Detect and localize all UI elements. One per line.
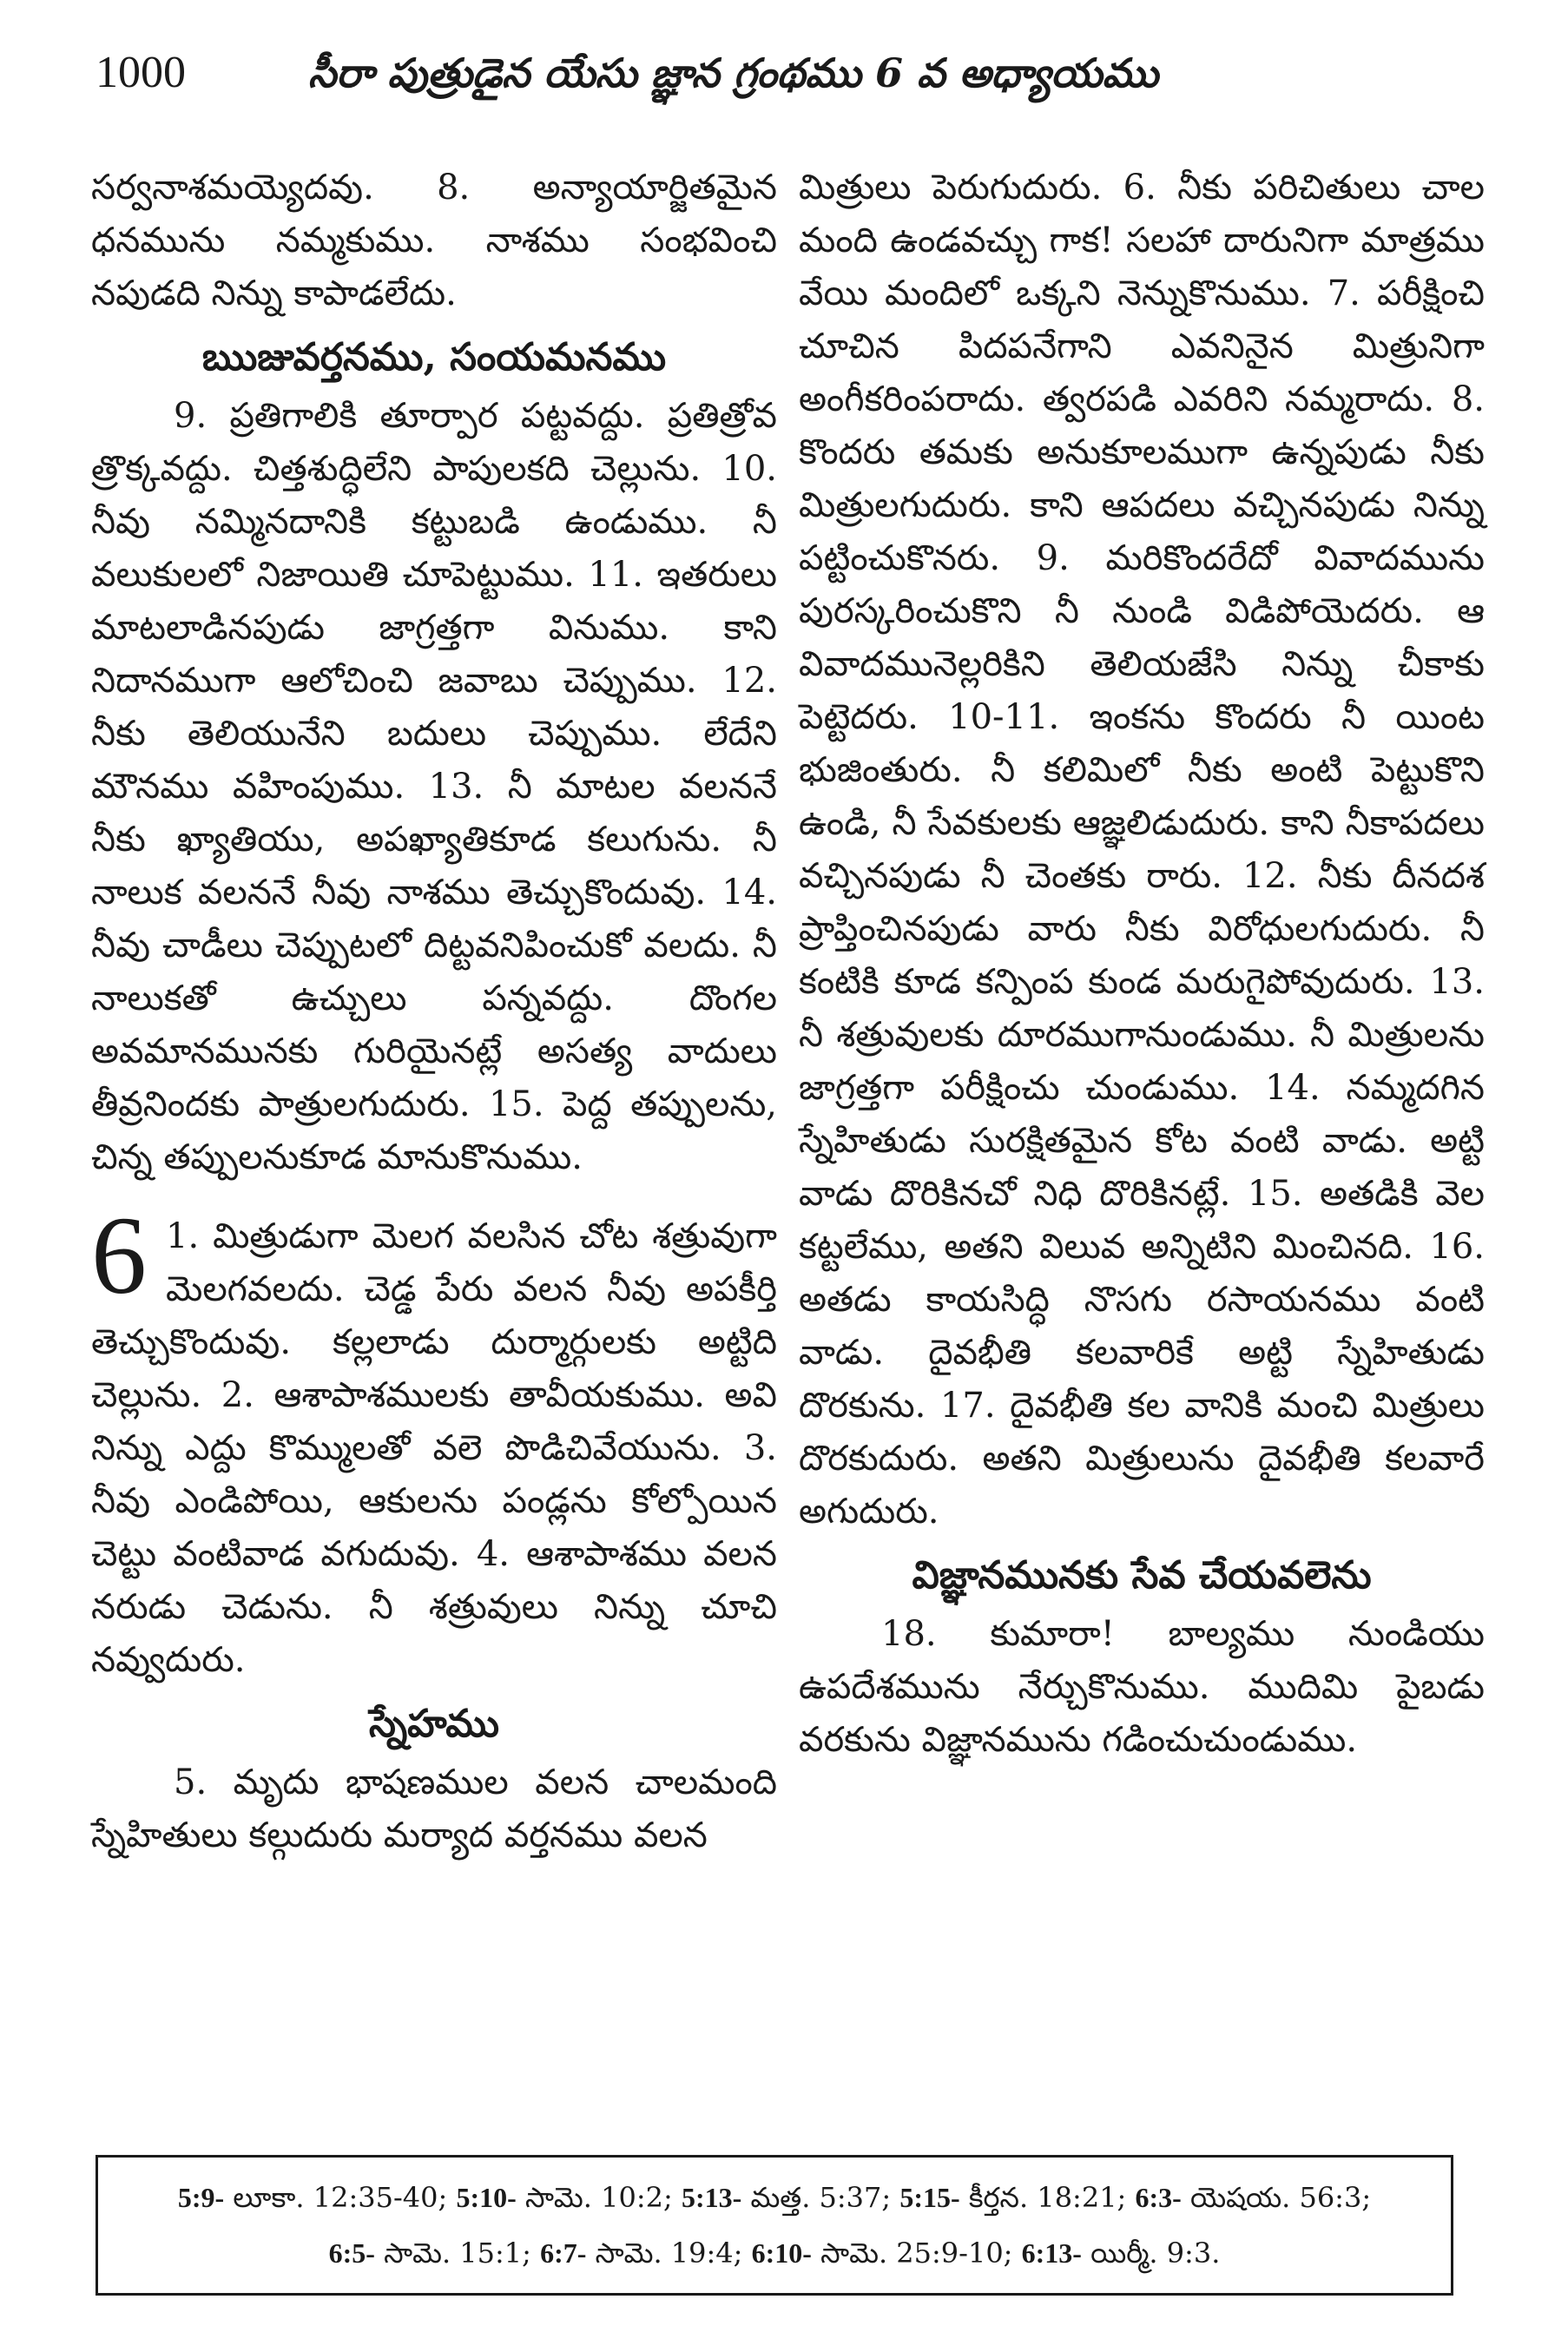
cross-reference-target: సామె. 19:4;: [595, 2237, 743, 2270]
page-number: 1000: [96, 48, 186, 97]
left-column: [91, 161, 777, 1862]
cross-reference: [456, 2181, 672, 2214]
right-column: [799, 161, 1485, 1767]
left-paragraph-3: 1. మిత్రుడుగా మెలగ వలసిన చోట శత్రువుగా మెలగవలదు. చెడ్డ పేరు వలన నీవు అపకీర్తి తెచ్చుకొందువు. కల్లలాడు దుర్మార్గులకు అట్టిది చెల్లును. 2. ఆశాపాశములకు తావీయకుము. అవి నిన్ను ఎద్దు కొమ్ములతో వలె పొడిచివేయును. 3. నీవు ఎండిపోయి, ఆకులను పండ్లను కోల్పోయిన చెట్టు వంటివాడ వగుదువు. 4. ఆశాపాశము వలన నరుడు చెడును. నీ శత్రువులు నిన్ను చూచి నవ్వుదురు.: [91, 1216, 777, 1680]
right-paragraph-1: మిత్రులు పెరుగుదురు. 6. నీకు పరిచితులు చాల మంది ఉండవచ్చు గాక! సలహా దారునిగా మాత్రము వేయి మందిలో ఒక్కని నెన్నుకొనుము. 7. పరీక్షించి చూచిన పిదపనేగాని ఎవనినైన మిత్రునిగా అంగీకరింపరాదు. త్వరపడి ఎవరిని నమ్మరాదు. 8. కొందరు తమకు అనుకూలముగా ఉన్నపుడు నీకు మిత్రులగుదురు. కాని ఆపదలు వచ్చినపుడు నిన్ను పట్టించుకొనరు. 9. మరికొందరేదో వివాదమును పురస్కరించుకొని నీ నుండి విడిపోయెదరు. ఆ వివాదమునెల్లరికిని తెలియజేసి నిన్ను చీకాకు పెట్టెదరు. 10-11. ఇంకను కొందరు నీ యింట భుజింతురు. నీ కలిమిలో నీకు అంటి పెట్టుకొని ఉండి, నీ సేవకులకు ఆజ్ఞలిడుదురు. కాని నీకాపదలు వచ్చినపుడు నీ చెంతకు రారు. 12. నీకు దీనదశ ప్రాప్తించినపుడు వారు నీకు విరోధులగుదురు. నీ కంటికి కూడ కన్పింప కుండ మరుగైపోవుదురు. 13. నీ శత్రువులకు దూరముగానుండుము. నీ మిత్రులను జాగ్రత్తగా పరీక్షించు చుండుము. 14. నమ్మదగిన స్నేహితుడు సురక్షితమైన కోట వంటి వాడు. అట్టి వాడు దొరికినచో నిధి దొరికినట్లే. 15. అతడికి వెల కట్టలేము, అతని విలువ అన్నిటిని మించినది. 16. అతడు కాయసిద్ధి నొసగు రసాయనము వంటి వాడు. దైవభీతి కలవారికే అట్టి స్నేహితుడు దొరకును. 17. దైవభీతి కల వానికి మంచి మిత్రులు దొరకుదురు. అతని మిత్రులును దైవభీతి కలవారే అగుదురు.: [799, 168, 1485, 1532]
cross-reference-box: [96, 2155, 1453, 2296]
cross-reference-target: సామె. 15:1;: [384, 2237, 531, 2270]
cross-reference-target: కీర్తన. 18:21;: [968, 2181, 1127, 2214]
cross-reference-verse: 6:7-: [540, 2237, 587, 2269]
cross-reference-verse: 6:13-: [1021, 2237, 1082, 2269]
section-heading-friendship: స్నేహము: [368, 1702, 500, 1746]
page-header: [96, 45, 1464, 115]
cross-reference-verse: 5:10-: [456, 2182, 517, 2213]
left-paragraph-2: 9. ప్రతిగాలికి తూర్పార పట్టవద్దు. ప్రతిత్రోవ త్రొక్కవద్దు. చిత్తశుద్ధిలేని పాపులకది చెల్లును. 10. నీవు నమ్మినదానికి కట్టుబడి ఉండుము. నీ వలుకులలో నిజాయితి చూపెట్టుము. 11. ఇతరులు మాటలాడినపుడు జాగ్రత్తగా వినుము. కాని నిదానముగా ఆలోచించి జవాబు చెప్పుము. 12. నీకు తెలియునేని బదులు చెప్పుము. లేదేని మౌనము వహింపుము. 13. నీ మాటల వలననే నీకు ఖ్యాతియు, అపఖ్యాతికూడ కలుగును. నీ నాలుక వలననే నీవు నాశము తెచ్చుకొందువు. 14. నీవు చాడీలు చెప్పుటలో దిట్టవనిపించుకో వలదు. నీ నాలుకతో ఉచ్చులు పన్నవద్దు. దొంగల అవమానమునకు గురియైనట్లే అసత్య వాదులు తీవ్రనిందకు పాత్రులగుదురు. 15. పెద్ద తప్పులను, చిన్న తప్పులనుకూడ మానుకొనుము.: [91, 396, 777, 1177]
cross-reference-target: సామె. 10:2;: [524, 2181, 673, 2214]
cross-reference: [329, 2237, 531, 2270]
cross-reference-target: యెషయ. 56:3;: [1190, 2181, 1372, 2214]
cross-reference-target: యిర్మీ. 9:3.: [1090, 2237, 1221, 2270]
left-paragraph-1: సర్వనాశమయ్యెదవు. 8. అన్యాయార్జితమైన ధనమును నమ్మకుము. నాశము సంభవించి నపుడది నిన్ను కాపాడలేదు.: [91, 168, 777, 313]
cross-reference: [899, 2181, 1126, 2214]
cross-reference-verse: 6:5-: [328, 2237, 375, 2269]
cross-reference: [1136, 2181, 1372, 2214]
right-paragraph-2: 18. కుమారా! బాల్యము నుండియు ఉపదేశమును నేర్చుకొనుము. ముదిమి పైబడు వరకును విజ్ఞానమును గడించుచుండుము.: [799, 1614, 1485, 1760]
cross-reference-target: లూకా. 12:35-40;: [233, 2181, 448, 2214]
running-title: సీరా పుత్రుడైన యేసు జ్ఞాన గ్రంథము 6 వ అధ్యాయము: [308, 49, 1159, 96]
cross-reference: [682, 2181, 891, 2214]
section-heading-rightliving: ఋజువర్తనము, సంయమనము: [201, 335, 667, 379]
section-heading-wisdom: విజ్ఞానమునకు సేవ చేయవలెను: [912, 1553, 1372, 1598]
cross-reference-verse: 6:10-: [751, 2237, 812, 2269]
cross-reference-target: సామె. 25:9-10;: [820, 2237, 1013, 2270]
cross-reference-verse: 5:13-: [681, 2182, 742, 2213]
chapter-number: 6: [91, 1194, 147, 1317]
cross-reference-verse: 5:9-: [177, 2182, 225, 2213]
left-paragraph-4: 5. మృదు భాషణముల వలన చాలమంది స్నేహితులు కల్గుదురు మర్యాద వర్తనము వలన: [91, 1762, 777, 1855]
cross-reference: [540, 2237, 742, 2270]
cross-reference-verse: 6:3-: [1135, 2182, 1182, 2213]
cross-reference-verse: 5:15-: [899, 2182, 960, 2213]
cross-reference: [178, 2181, 447, 2214]
chapter-6-block: [91, 1194, 777, 1687]
cross-reference: [752, 2237, 1013, 2270]
cross-reference-target: మత్త. 5:37;: [750, 2181, 892, 2214]
cross-reference: [1022, 2237, 1221, 2270]
